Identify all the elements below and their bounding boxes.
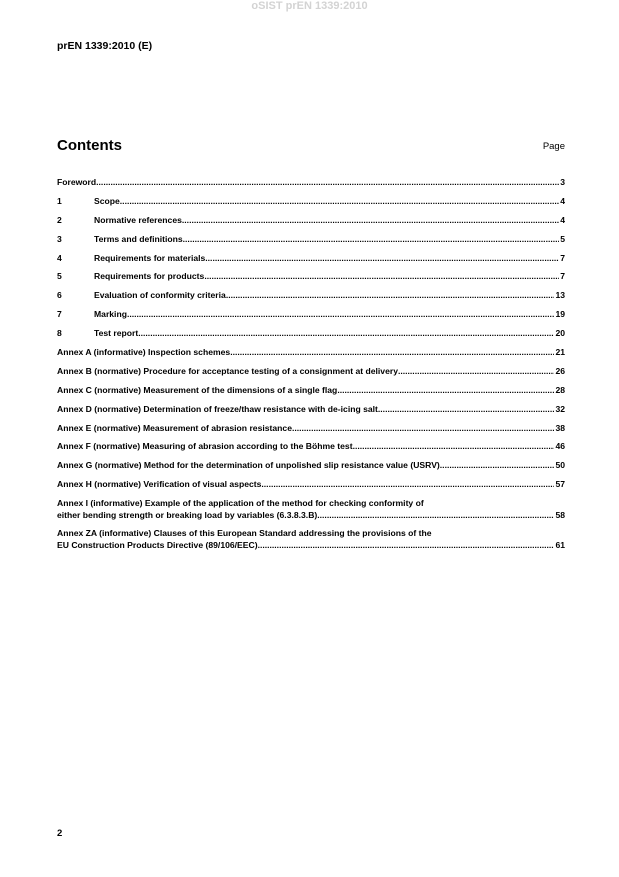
page-column-label: Page [542, 141, 565, 152]
toc-page-number: 4 [560, 214, 565, 225]
dot-leader [127, 308, 554, 321]
toc-entry[interactable] [57, 327, 565, 340]
toc-entry-number: 5 [57, 271, 62, 282]
toc-page-number: 7 [560, 271, 565, 282]
toc-entry-title: Annex B (normative) Procedure for acceptance testing of a consignment at delivery [57, 365, 398, 376]
toc-entry-title: Scope [94, 195, 120, 206]
watermark: oSIST prEN 1339:2010 [251, 0, 368, 12]
toc-entry-title: Annex G (normative) Method for the determination of unpolished slip resistance value (USRV) [57, 460, 440, 471]
toc-entry-title: Foreword [57, 177, 97, 187]
dot-leader [440, 459, 555, 472]
toc-entry-title: Marking [94, 309, 127, 320]
dot-leader [183, 233, 560, 246]
toc-page-number: 38 [555, 422, 565, 433]
dot-leader [353, 440, 555, 453]
toc-entry-annex-i[interactable] [57, 497, 565, 521]
dot-leader [292, 422, 554, 435]
toc-page-number: 28 [555, 384, 565, 395]
dot-leader [96, 176, 559, 189]
dot-leader [182, 214, 559, 227]
contents-title: Contents [57, 137, 122, 154]
dot-leader [226, 289, 555, 302]
toc-entry[interactable] [57, 346, 565, 359]
toc-entry-title: Annex I (informative) Example of the application of the method for checking conformity of [57, 498, 424, 509]
dot-leader [230, 346, 554, 359]
toc-entry-number: 4 [57, 252, 62, 263]
toc-entry-number: 3 [57, 233, 62, 244]
toc-entry[interactable] [57, 459, 565, 472]
toc-page-number: 21 [555, 347, 565, 358]
toc-page-number: 5 [560, 233, 565, 244]
toc-entry-number: 7 [57, 309, 62, 320]
toc-entry-title: Annex ZA (informative) Clauses of this European Standard addressing the provisions of the [57, 528, 432, 539]
dot-leader [378, 403, 555, 416]
toc-entry-title: Annex E (normative) Measurement of abrasion resistance [57, 422, 292, 433]
toc-page-number: 57 [555, 479, 565, 490]
toc-entry-title: Evaluation of conformity criteria [94, 290, 226, 301]
toc-page-number: 19 [555, 309, 565, 320]
toc-entry[interactable] [57, 176, 565, 189]
toc-entry[interactable] [57, 440, 565, 453]
toc-entry[interactable] [57, 289, 565, 302]
toc-entry[interactable] [57, 365, 565, 378]
dot-leader [261, 478, 554, 491]
toc-entry-title: Normative references [94, 214, 182, 225]
toc-entry[interactable] [57, 384, 565, 397]
toc-entry-title-continued: EU Construction Products Directive (89/106/EEC) [57, 540, 258, 551]
table-of-contents [57, 176, 565, 557]
toc-page-number: 58 [555, 510, 565, 521]
toc-entry-title: Annex A (informative) Inspection schemes [57, 347, 231, 358]
toc-page-number: 3 [560, 177, 565, 187]
toc-entry[interactable] [57, 252, 565, 265]
toc-page-number: 7 [560, 252, 565, 263]
toc-entry[interactable] [57, 195, 565, 208]
toc-page-number: 26 [555, 365, 565, 376]
toc-entry-title: Requirements for materials [94, 252, 206, 263]
toc-entry-title: Annex C (normative) Measurement of the dimensions of a single flag [57, 384, 338, 395]
toc-entry-title: Annex D (normative) Determination of freeze/thaw resistance with de-icing salt [57, 403, 378, 414]
toc-entry[interactable] [57, 214, 565, 227]
dot-leader [398, 365, 554, 378]
toc-page-number: 4 [560, 195, 565, 206]
toc-entry-annex-za[interactable] [57, 527, 565, 551]
toc-page-number: 46 [555, 441, 565, 452]
toc-entry-number: 1 [57, 195, 62, 206]
dot-leader [205, 252, 559, 265]
toc-entry-title: Requirements for products [94, 271, 205, 282]
dot-leader [258, 539, 555, 551]
toc-entry[interactable] [57, 478, 565, 491]
dot-leader [138, 327, 554, 340]
dot-leader [120, 195, 559, 208]
toc-entry-number: 8 [57, 328, 62, 339]
toc-entry-title: Test report [94, 328, 139, 339]
toc-entry[interactable] [57, 233, 565, 246]
toc-page-number: 61 [555, 540, 565, 551]
document-id: prEN 1339:2010 (E) [57, 40, 153, 52]
page-number: 2 [57, 828, 63, 839]
toc-page-number: 13 [555, 290, 565, 301]
toc-entry[interactable] [57, 308, 565, 321]
toc-entry[interactable] [57, 270, 565, 283]
toc-entry-number: 2 [57, 214, 62, 225]
toc-entry[interactable] [57, 422, 565, 435]
toc-entry-title-continued: either bending strength or breaking load by variables (6.3.8.3.B) [57, 510, 318, 521]
toc-entry-title: Annex H (normative) Verification of visual aspects [57, 479, 262, 490]
toc-entry[interactable] [57, 403, 565, 416]
dot-leader [204, 270, 559, 283]
toc-page-number: 20 [555, 328, 565, 339]
toc-entry-number: 6 [57, 290, 62, 301]
toc-page-number: 32 [555, 403, 565, 414]
dot-leader [317, 509, 554, 521]
toc-page-number: 50 [555, 460, 565, 471]
dot-leader [337, 384, 554, 397]
toc-entry-title: Terms and definitions [94, 233, 183, 244]
toc-entry-title: Annex F (normative) Measuring of abrasion according to the Böhme test [57, 441, 353, 452]
